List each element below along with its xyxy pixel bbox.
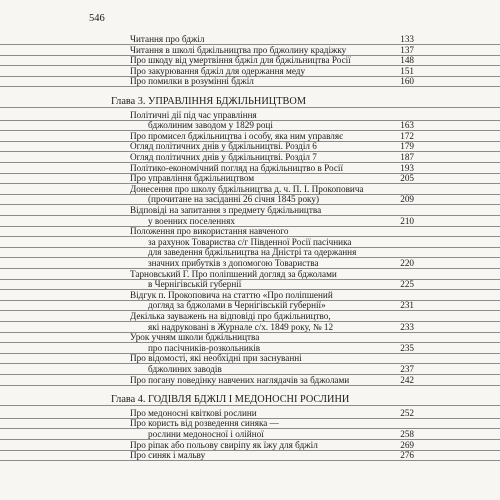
toc-entry-text: Політико-економічний погляд на бджільництво в Росії [130, 162, 343, 173]
toc-entry-line [0, 226, 500, 237]
toc-entry-text: Глава 4. ГОДІВЛЯ БДЖІЛ І МЕДОНОСНІ РОСЛИНИ [111, 394, 350, 406]
toc-entry-line [0, 45, 500, 56]
toc-entry-line [0, 418, 500, 429]
toc-entry-line [0, 290, 500, 301]
toc-entry-line [0, 429, 500, 440]
toc-entry-line [0, 408, 500, 419]
toc-entry-line [0, 237, 500, 248]
toc-page-number: 179 [400, 141, 414, 152]
toc-entry-line [0, 110, 500, 121]
chapter-heading-line [0, 395, 500, 406]
toc-page-number: 187 [400, 152, 414, 162]
toc-entry-line [0, 332, 500, 343]
toc-page-number: 225 [400, 279, 414, 290]
toc-entry-text: Положення про використання навченого [130, 226, 289, 237]
toc-entry-line [0, 76, 500, 87]
toc-page-number: 276 [400, 450, 414, 461]
chapter-heading-line [0, 97, 500, 108]
toc-entry-text: для заведення бджільництва на Дністрі та одержання [148, 247, 357, 258]
toc-entry-text: про пасічників-розкольників [148, 342, 261, 353]
toc-page-number: 205 [400, 173, 414, 184]
toc-entry-text: Декілька зауважень на відповіді про бджільництво, [130, 311, 331, 321]
toc-entry-line [0, 34, 500, 45]
toc-entry-text: Про синяк і мальву [130, 450, 206, 461]
toc-page-number: 172 [400, 130, 414, 141]
toc-entry-line [0, 141, 500, 152]
toc-entry-text: бджолиних заводів [148, 364, 222, 374]
page-number: 546 [89, 13, 105, 24]
toc-entry-text: Про відомості, які необхідні при заснуванні [130, 353, 302, 364]
toc-entry-line [0, 194, 500, 205]
toc-entry-text: Про ріпак або польову свиріпу як їжу для бджіл [130, 439, 318, 450]
toc-entry-text: значних прибутків з допомогою Товариства [148, 258, 319, 268]
toc-page-number: 252 [400, 407, 414, 418]
toc-entry-line [0, 258, 500, 269]
toc-page-number: 151 [400, 65, 414, 76]
toc-entry-line [0, 163, 500, 174]
toc-entry-text: Тарновський Г. Про поліпшений догляд за бджолами [130, 268, 337, 279]
toc-entry-line [0, 450, 500, 461]
toc-entry-text: Про закурювання бджіл для одержання меду [130, 65, 306, 76]
toc-entry-text: рослини медоносної і олійної [148, 429, 264, 439]
toc-entry-text: Читання в школі бджільництва про бджолину крадіжку [130, 44, 347, 55]
toc-page-number: 163 [400, 120, 414, 131]
toc-page-number: 209 [400, 194, 414, 205]
toc-page-number: 160 [400, 76, 414, 87]
toc-entry-line [0, 205, 500, 216]
toc-entry-line [0, 216, 500, 227]
toc-page-number: 258 [400, 429, 414, 439]
toc-entry-line [0, 375, 500, 386]
toc-page-number: 231 [400, 300, 414, 311]
toc-entry-line [0, 353, 500, 364]
toc-entry-text: які надруковані в Журнале с/х. 1849 року, № 12 [148, 321, 334, 332]
toc-entry-text: Про користь від розведення синяка — [130, 418, 279, 429]
toc-page-number: 237 [400, 364, 414, 374]
toc-entry-text: Огляд політичних днів у бджільництві. Розділ 6 [130, 141, 317, 152]
toc-entry-line [0, 131, 500, 142]
toc-entry-line [0, 152, 500, 163]
toc-page-number: 233 [400, 321, 414, 332]
toc-entry-line [0, 311, 500, 322]
toc-entry-line [0, 440, 500, 451]
toc-entry-text: (прочитане на засіданні 26 січня 1845 року) [148, 194, 320, 205]
toc-entry-text: Огляд політичних днів у бджільництві. Розділ 7 [130, 152, 317, 162]
toc-page-number: 193 [400, 162, 414, 173]
toc-entry-text: Про управління бджільництвом [130, 173, 255, 184]
toc-entry-text: Глава 3. УПРАВЛІННЯ БДЖІЛЬНИЦТВОМ [111, 96, 306, 107]
toc-page-number: 242 [400, 374, 414, 385]
toc-page-number: 235 [400, 342, 414, 353]
toc-entry-text: догляд за бджолами в Чернігівській губернії» [148, 300, 326, 311]
toc-entry-text: Донесення про школу бджільництва д. ч. П. І. Прокоповича [130, 183, 364, 194]
toc-entry-text: Політичні дії під час управління [130, 109, 257, 120]
toc-entry-line [0, 269, 500, 280]
toc-entry-text: Про шкоду від умертвіння бджіл для бджільництва Росії [130, 55, 351, 66]
toc-entry-line [0, 184, 500, 195]
toc-entry-text: Про помилки в розумінні бджіл [130, 76, 254, 87]
toc-entry-line [0, 66, 500, 77]
toc-entry-text: у военних поселеннях [148, 215, 235, 226]
toc-entry-text: Про медоносні квіткові рослини [130, 407, 257, 418]
toc-entry-line [0, 364, 500, 375]
toc-entry-line [0, 120, 500, 131]
toc-entry-text: Відповіді на запитання з предмету бджільництва [130, 205, 322, 215]
toc-entry-text: Читання про бджіл [130, 34, 205, 44]
toc-page-number: 220 [400, 258, 414, 268]
toc-entry-text: Про погану поведінку навчених наглядачів за бджолами [130, 374, 350, 385]
toc-entry-text: в Чернігівській губернії [148, 279, 242, 290]
toc-page-number: 137 [400, 44, 414, 55]
toc-entry-text: Про промисел бджільництва і особу, яка ним управляє [130, 130, 344, 141]
toc-page-number: 269 [400, 439, 414, 450]
toc-page-number: 210 [400, 215, 414, 226]
toc-page-number: 133 [400, 34, 414, 44]
toc-entry-text: Відгук п. Прокоповича на статтю «Про поліпшений [130, 289, 333, 300]
toc-entry-line [0, 55, 500, 66]
toc-entry-line [0, 173, 500, 184]
toc-entry-line [0, 343, 500, 354]
toc-entry-line [0, 279, 500, 290]
toc-entry-line [0, 247, 500, 258]
toc-entry-text: бджолиним заводом у 1829 році [148, 120, 273, 131]
toc-entry-line [0, 322, 500, 333]
toc-entry-line [0, 300, 500, 311]
toc-entry-text: за рахунок Товариства с/г Південної Росії пасічника [148, 236, 352, 247]
toc-entry-text: Урок учням школи бджільництва [130, 332, 260, 343]
toc-page-number: 148 [400, 55, 414, 66]
